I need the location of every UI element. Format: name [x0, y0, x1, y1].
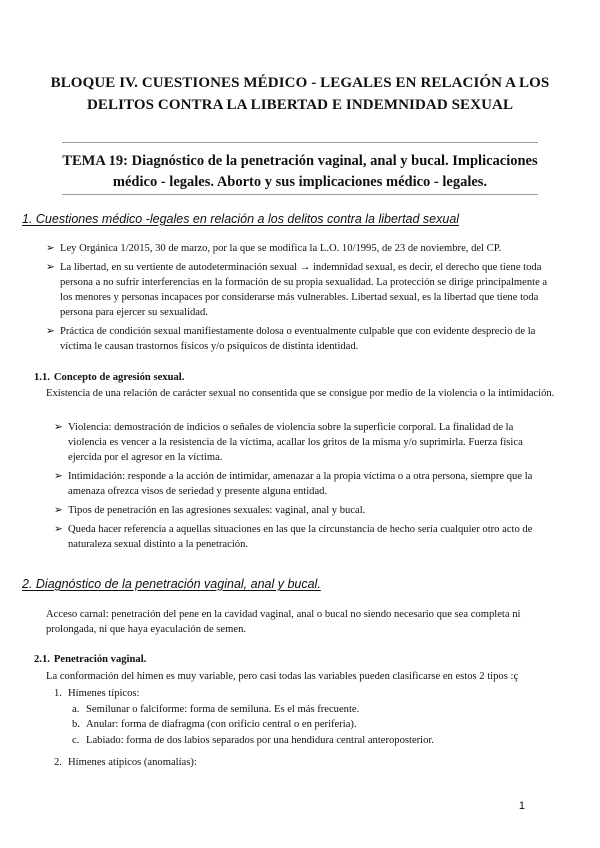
- block-title: BLOQUE IV. CUESTIONES MÉDICO - LEGALES EN RELACIÓN A LOS DELITOS CONTRA LA LIBERTAD E INDEMNIDAD SEXUAL: [50, 75, 550, 113]
- section-2-heading: 2. Diagnóstico de la penetración vaginal, anal y bucal.: [22, 577, 321, 591]
- arrow-bullet-icon: ➢: [54, 505, 63, 516]
- list-item: ➢ Práctica de condición sexual manifiestamente dolosa o eventualmente culpable que con evidente desprecio de la víctima le causan trastornos físicos y/o psíquicos de distinta identidad.: [46, 326, 536, 352]
- list-item: ➢ Tipos de penetración en las agresiones sexuales: vaginal, anal y bucal.: [54, 505, 366, 516]
- list-item: ➢ La libertad, en su vertiente de autodeterminación sexual → indemnidad sexual, es decir, el derecho que tiene toda persona a no sufrir interferencias en la formación de su propia sexualidad. La protección se dirige principalmente a los menores y personas incapaces por considerarse más vulnerables. Libertad sexual, es la libertad que tiene toda persona para ejercer su sexualidad.: [46, 262, 548, 318]
- divider-top: [62, 142, 538, 143]
- arrow-bullet-icon: ➢: [46, 326, 55, 337]
- subsection-2-1-heading: 2.1. Penetración vaginal.: [34, 654, 147, 665]
- arrow-bullet-icon: ➢: [46, 262, 55, 273]
- list-item: a. Semilunar o falciforme: forma de semiluna. Es el más frecuente.: [72, 703, 360, 715]
- list-item: ➢ Ley Orgánica 1/2015, 30 de marzo, por la que se modifica la L.O. 10/1995, de 23 de noviembre, del CP.: [46, 243, 502, 254]
- hymen-types-list: [54, 686, 554, 771]
- section-1-bullets: [46, 241, 556, 358]
- subsection-1-1-heading: 1.1. Concepto de agresión sexual.: [34, 372, 185, 383]
- page-number: 1: [518, 800, 525, 812]
- subsection-1-1-bullets: [54, 420, 554, 556]
- arrow-bullet-icon: ➢: [54, 524, 63, 535]
- divider-bottom: [62, 194, 538, 195]
- arrow-bullet-icon: ➢: [54, 422, 63, 433]
- list-item: c. Labiado: forma de dos labios separados por una hendidura central anteroposterior.: [72, 734, 435, 746]
- list-item: 1. Hímenes típicos:: [54, 688, 140, 699]
- list-item: ➢ Queda hacer referencia a aquellas situaciones en las que la circunstancia de hecho sería cualquier otro acto de naturaleza sexual distinto a la penetración.: [54, 524, 533, 550]
- list-item: ➢ Intimidación: responde a la acción de intimidar, amenazar a la propia víctima o a otra persona, siempre que la amenaza ofrezca visos de seriedad y presente alguna entidad.: [54, 471, 533, 497]
- section-1-heading: 1. Cuestiones médico -legales en relación a los delitos contra la libertad sexual: [22, 212, 460, 226]
- subsection-1-1-intro: Existencia de una relación de carácter sexual no consentida que se consigue por medio de la violencia o la intimidación.: [46, 388, 555, 399]
- list-item: 2. Hímenes atípicos (anomalías):: [54, 757, 197, 768]
- arrow-bullet-icon: ➢: [46, 243, 55, 254]
- topic-title: TEMA 19: Diagnóstico de la penetración vaginal, anal y bucal. Implicaciones médico - legales. Aborto y sus implicaciones médico - legales.: [62, 153, 538, 190]
- section-2-intro: Acceso carnal: penetración del pene en la cavidad vaginal, anal o bucal no siendo necesario que sea completa ni prolongada, ni que haya eyaculación de semen.: [46, 609, 521, 635]
- list-item: ➢ Violencia: demostración de indicios o señales de violencia sobre la superficie corporal. La finalidad de la violencia es vencer a la resistencia de la víctima, acallar los gritos de la misma y/o suprimirla. Fuerza física ejercida por el agresor en la víctima.: [54, 422, 523, 463]
- arrow-bullet-icon: ➢: [54, 471, 63, 482]
- list-item: b. Anular: forma de diafragma (con orificio central o en periferia).: [72, 719, 357, 730]
- subsection-2-1-intro: La conformación del himen es muy variable, pero casi todas las variables pueden clasificarse en estos 2 tipos :ç: [46, 671, 519, 682]
